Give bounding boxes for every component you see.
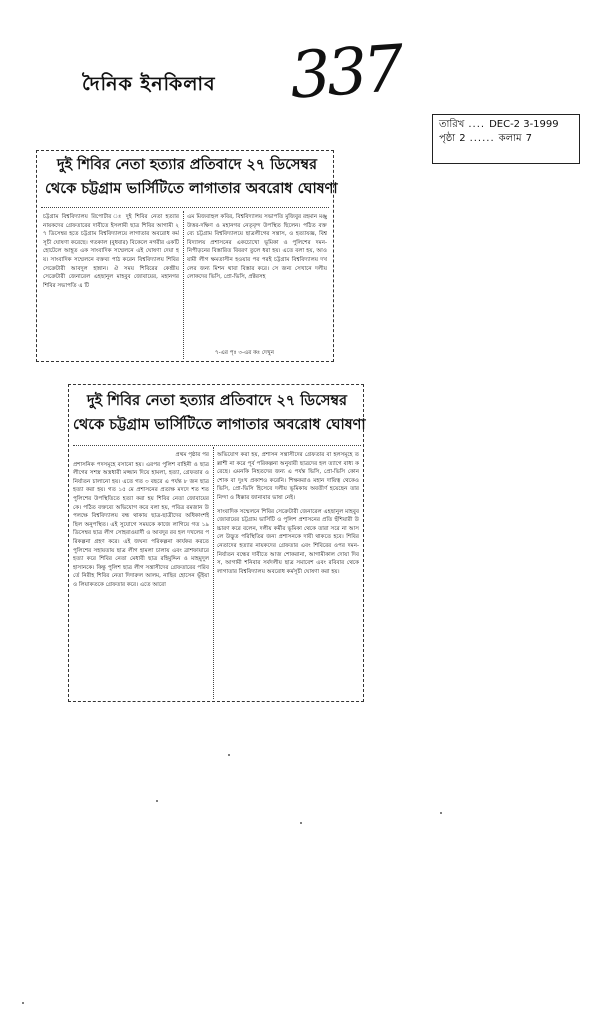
scan-speck [22,1002,24,1004]
headline-line-1: দুই শিবির নেতা হত্যার প্রতিবাদে ২৭ ডিসেম্বর [56,157,318,173]
article-2-column-1 [73,451,209,699]
continuation-note: ৭-এর পৃঃ ৩-এর কঃ দেখুন [215,350,274,356]
scan-speck [156,800,158,802]
page-label: পৃষ্ঠা [439,133,456,144]
article-2-col2-text-a: অভিযোগ করা হয়, প্রশাসন সন্ত্রাসীদের গ্রেফতার বা হলসমূহে তল্লাশী না করে পূর্ব পরিকল্পনা অনুযায়ী ছাত্রদের হল ত্যাগে বাধ্য করেছে। এমনকি নিহতদের জন্য এ পর্যন্ত ভিসি, প্রো-ভিসি কোন শোক বা দুঃখ প্রকাশও করেনি। শিক্ষকরাও মহান দায়িত্ব থেকেও ভিসি, প্রো-ভিসি হিসেবে দলীয় ভূমিকায় অবতীর্ণ হয়েছেন তার নিন্দা ও ধিক্কার জানাবার ভাষা নেই। [217,452,359,501]
article-1-column-1 [43,213,179,359]
article-2-column-2 [217,451,359,699]
article-1-column-2 [187,213,327,347]
date-row [439,118,573,132]
date-value: DEC-2 3-1999 [489,119,559,130]
handwritten-page-number: 337 [287,32,403,114]
scan-speck [300,822,302,824]
article-1-headline [45,153,338,201]
date-label: তারিখ [439,119,465,130]
page-value: 2 [459,133,466,144]
newspaper-masthead: দৈনিক ইনকিলাব [82,73,216,95]
divider [73,445,361,446]
page-column-row [439,132,573,146]
headline-line-2: থেকে চট্টগ্রাম ভার্সিটিতে লাগাতার অবরোধ ঘোষণা [73,417,366,433]
dots: .... [468,119,486,130]
scan-speck [440,812,442,814]
headline-line-2: থেকে চট্টগ্রাম ভার্সিটিতে লাগাতার অবরোধ ঘোষণা [45,181,338,197]
article-2-headline [73,389,366,437]
article-clipping-1 [36,150,338,362]
continued-from-label: প্রথম পৃষ্ঠার পর [175,452,209,458]
article-2-col1-text: প্রশাসনিক পদসমূহে বসানো হয়। এরপর পুলিশ বাহিনী ও ছাত্রলীগের সশস্ত্র অস্ত্রধারী মজ্জান দিয়ে হামলা, হত্যা, গ্রেফতার ও নির্যাতন চালানো হয়। এতে গত ৩ বছরে এ পর্যন্ত ৮ জন ছাত্র হত্যা করা হয়। গত ১৫ মে প্রশাসনের প্রত্যক্ষ মদদে শত শত পুলিশের উপস্থিতিতে হত্যা করা হয় শিবির নেতা জোবায়েরকে। পঠিত বক্তব্যে অভিযোগ করে বলা হয়, পবিত্র রমজান উপলক্ষে বিশ্ববিদ্যালয় বন্ধ থাকায় ছাত্র-ছাত্রীদের অধিকাংশই ছিল অনুপস্থিত। এই সুযোগে সময়কে কাজে লাগিয়ে গত ১৯ ডিসেম্বর ছাত্র লীগ সোহরাওয়ার্দী ও আবদুর রব হল দখলের পরিকল্পনা গ্রহণ করে। এই জঘন্য পরিকল্পনা কার্যকর করতে পুলিশের সহায়তায় ছাত্র লীগ হামলা চালায় এবং ব্রাশফায়ারে হত্যা করে শিবির নেতা মেধাবী ছাত্র রহিমুদ্দিন ও মাহমুদুল হাসানকে। কিন্তু পুলিশ ছাত্র লীগ সন্ত্রাসীদের গ্রেফতারের পরিবর্তে নিরীহ শিবির নেতা দিদারুল আলম, নাছির হোসেন ভূঁইয়া ও লিয়াকতকে গ্রেফতার করে। এতে আরো [73,461,209,588]
column-label: কলাম [498,133,522,144]
column-divider [213,447,214,699]
column-value: 7 [525,133,532,144]
article-1-col2-text: এম মিজবাহুল কবির, বিশ্ববিদ্যালয় সভাপতি মুজিবুর রহমান মঞ্জু উত্তর-দক্ষিণ ও মহানগর নেতৃবৃন্দ উপস্থিত ছিলেন। পঠিত বক্তব্যে চট্টগ্রাম বিশ্ববিদ্যালয়ে ছাত্রলীগের সন্ত্রাস, ও হত্যাযজ্ঞ, বিশ্ববিদ্যালয় প্রশাসনের একচোখো ভূমিকা ও পুলিশের দমন-নিপীড়নের বিস্তারিত বিবরণ তুলে ধরা হয়। এতে বলা হয়, আওয়ামী লীগ ক্ষমতাসীন হওয়ার পর পরই চট্টগ্রাম বিশ্ববিদ্যালয় দখলের জন্য মিশন থাবা বিস্তার করে। সে জন্য সেখানে দলীয় লোকদের ভিসি, প্রো-ভিসি, প্রক্টরসহ [187,214,327,281]
article-2-col2-text-b: সাংবাদিক সম্মেলনে শিবির সেক্রেটারী জেনারেল এহছানুল মাহবুব জোবায়ের চট্টগ্রাম ভার্সিটি ও পুলিশ প্রশাসনের প্রতি হুঁশিয়ারী উচ্চারণ করে বলেন, দলীয় কর্মীর ভূমিকা থেকে তারা সরে না আসলে উদ্ভূত পরিস্থিতির জন্য প্রশাসনকে দায়ী থাকতে হবে। শিবির নেতাদের হত্যার নায়কদের গ্রেফতার এবং শিবিরের ওপর দমন-নির্যাতন বন্ধের দাবীতে আজ শোকরানা, আগামীকাল দোয়া দিবস, আগামী শনিবার সর্বদলীয় ছাত্র সমাবেশ এবং রবিবার থেকে লাগাতার বিশ্ববিদ্যালয় অবরোধ কর্মসূচী ঘোষণা করা হয়। [217,508,359,575]
scan-speck [228,754,230,756]
date-stamp-slip [432,114,580,164]
article-1-col1-text: চট্টগ্রাম বিশ্ববিদ্যালয় রিপোর্টার ঃ দুই শিবির নেতা হত্যার নায়কদের গ্রেফতারের দাবীতে ইসলামী ছাত্র শিবির আগামী ২৭ ডিসেম্বর হতে চট্টগ্রাম বিশ্ববিদ্যালয়ে লাগাতার অবরোধ কর্মসূচী ঘোষণা করেছে। গতকাল (বুধবার) বিকেলে নগরীর একটি হোটেলে আহূত এক সাংবাদিক সম্মেলনে এই ঘোষণা দেয়া হয়। সাংবাদিক সম্মেলনে বক্তব্য পাঠ করেন বিশ্ববিদ্যালয় শিবির সেক্রেটারী আবদুল হান্নান। ঐ সময় শিবিরের কেন্দ্রীয় সেক্রেটারী জেনারেল এহছানুল মাহবুব জোবায়ের, মহানগর শিবির সভাপতি এ টি [43,214,179,289]
dots: ...... [469,133,495,144]
divider [41,207,329,208]
headline-line-1: দুই শিবির নেতা হত্যার প্রতিবাদে ২৭ ডিসেম্বর [86,393,348,409]
article-clipping-2 [68,384,364,702]
column-divider [183,211,184,359]
